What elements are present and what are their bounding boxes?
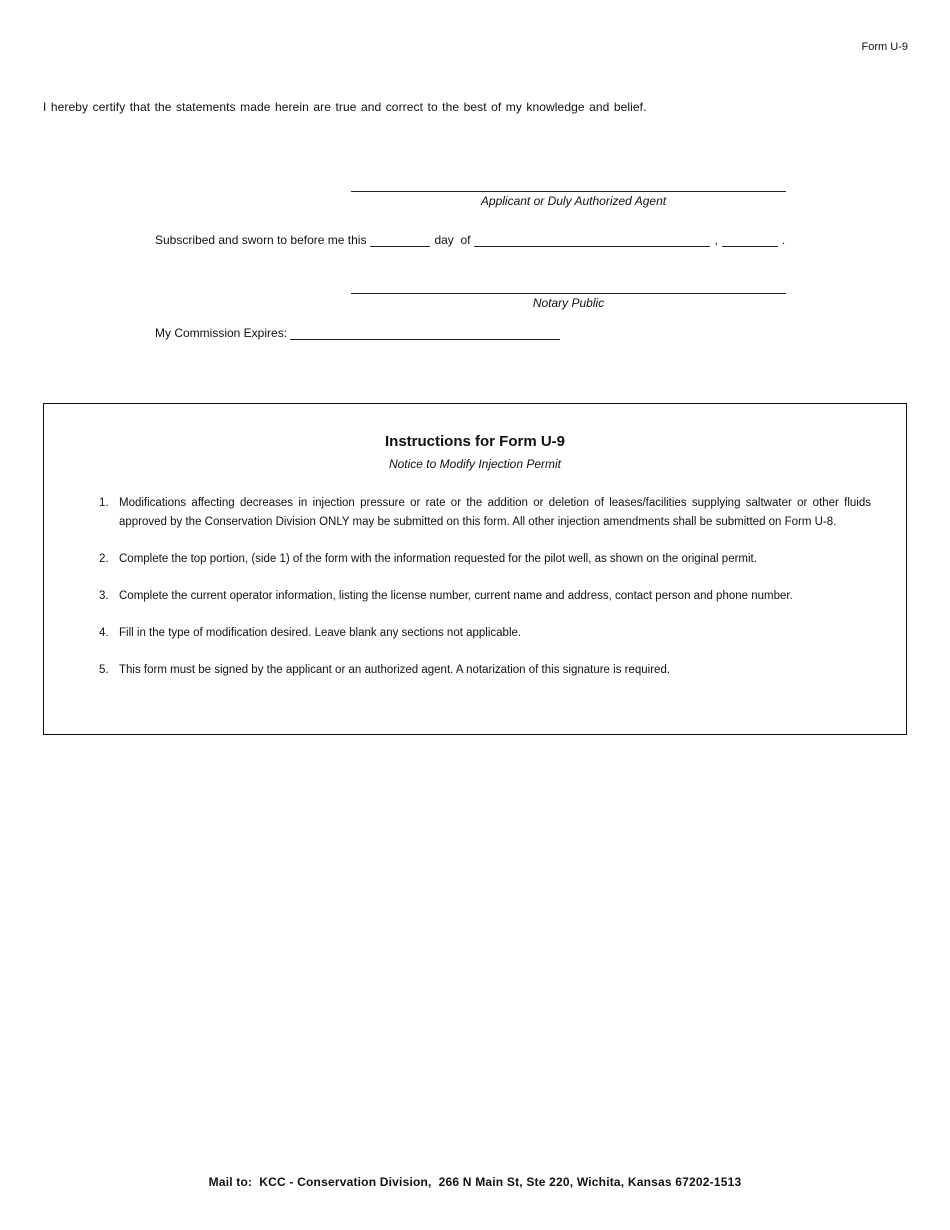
instruction-text: Complete the current operator information, listing the license number, current name and address, contact person and phone number. <box>119 589 793 602</box>
applicant-signature-line[interactable] <box>351 191 786 192</box>
sworn-statement-row <box>155 233 785 247</box>
notary-caption: Notary Public <box>532 296 605 310</box>
certification-statement: I hereby certify that the statements made herein are true and correct to the best of my knowledge and belief. <box>43 100 647 114</box>
instruction-item <box>99 587 871 606</box>
instruction-item <box>99 624 871 643</box>
instruction-number: 2. <box>99 552 109 565</box>
mail-to-address: Mail to: KCC - Conservation Division, 266 N Main St, Ste 220, Wichita, Kansas 67202-1513 <box>208 1175 742 1189</box>
comma-separator: , <box>714 233 718 247</box>
applicant-caption: Applicant or Duly Authorized Agent <box>480 194 667 208</box>
instructions-title: Instructions for Form U-9 <box>384 433 565 450</box>
instruction-item <box>99 550 871 569</box>
year-blank[interactable] <box>722 234 778 247</box>
commission-row <box>155 326 564 340</box>
commission-expires-blank[interactable] <box>290 327 560 340</box>
period-mark: . <box>781 233 786 247</box>
commission-label: My Commission Expires: <box>155 326 288 340</box>
instruction-number: 4. <box>99 626 109 639</box>
instruction-number: 1. <box>99 497 109 509</box>
form-id: Form U-9 <box>861 41 908 53</box>
notary-signature-line[interactable] <box>351 293 786 294</box>
instructions-box <box>43 403 907 735</box>
sworn-prefix: Subscribed and sworn to before me this <box>155 233 367 247</box>
instruction-text: Modifications affecting decreases in injection pressure or rate or the addition or deletion of leases/facilities supplying saltwater or other fluids approved by the Conservation Division ONLY may be submitted on this form. All other injection amendments shall be submitted on Form U-8. <box>119 497 871 528</box>
instruction-text: Fill in the type of modification desired. Leave blank any sections not applicable. <box>119 626 522 639</box>
month-blank[interactable] <box>474 234 710 247</box>
instruction-text: This form must be signed by the applicant or an authorized agent. A notarization of this signature is required. <box>119 663 671 676</box>
instructions-subtitle: Notice to Modify Injection Permit <box>388 457 562 471</box>
day-of-label: day of <box>434 233 471 247</box>
instructions-list <box>99 494 871 698</box>
instruction-text: Complete the top portion, (side 1) of the form with the information requested for the pilot well, as shown on the original permit. <box>119 552 757 565</box>
day-blank[interactable] <box>370 234 430 247</box>
instruction-number: 5. <box>99 663 109 676</box>
instruction-item <box>99 661 871 680</box>
instruction-item <box>99 494 871 531</box>
instruction-number: 3. <box>99 589 109 602</box>
